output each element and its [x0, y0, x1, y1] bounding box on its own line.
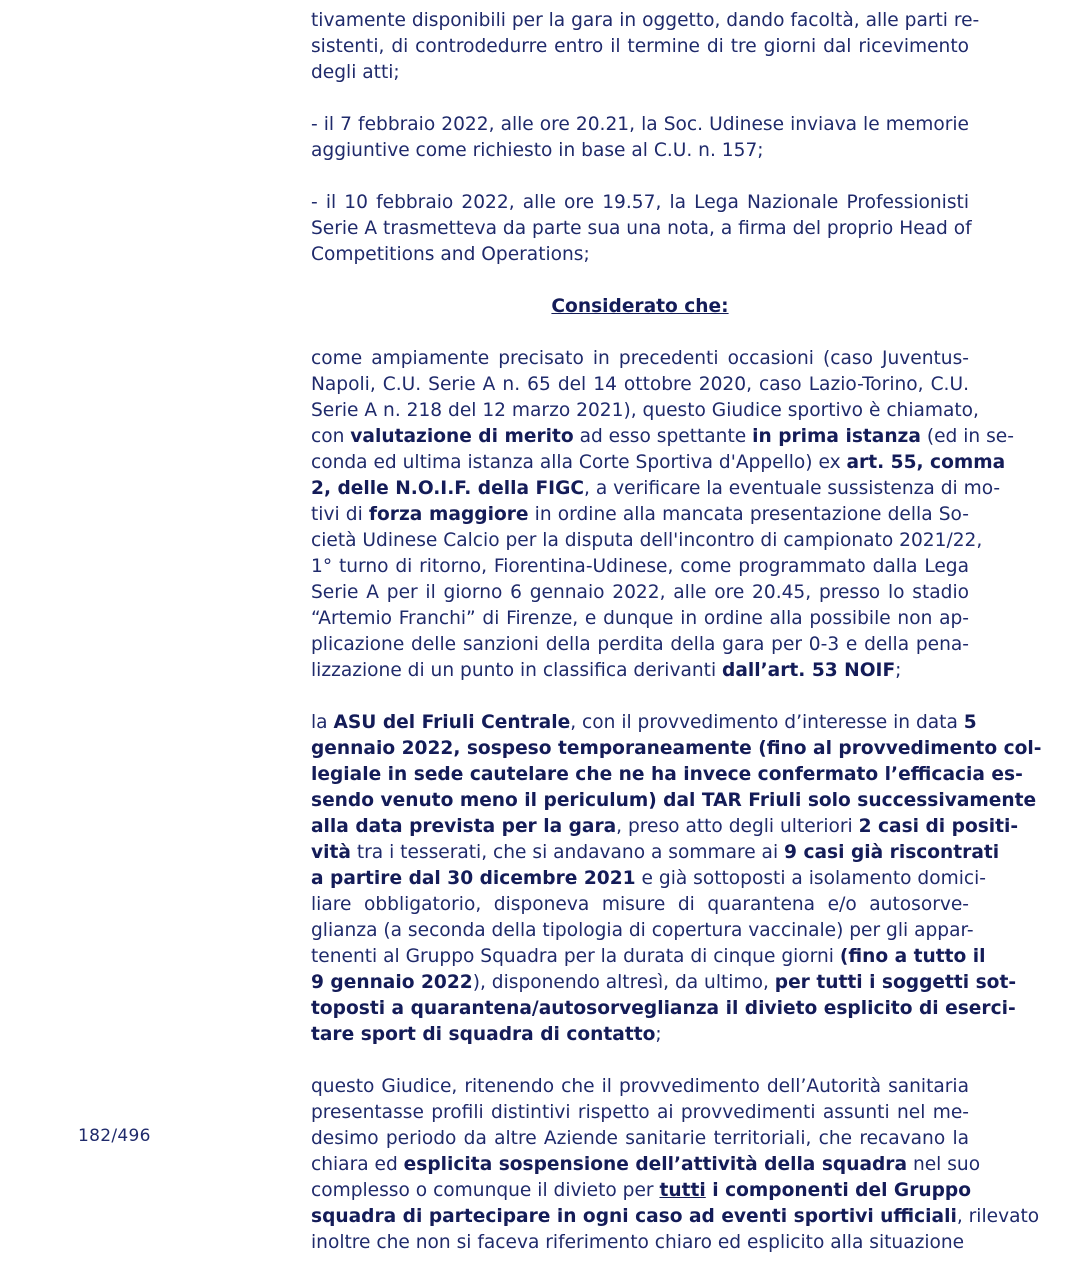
- bold-text: valutazione di merito: [350, 426, 574, 447]
- text-run: cietà Udinese Calcio per la disputa dell'incontro di campionato 2021/22,: [311, 530, 983, 551]
- bold-text: esplicita sospensione dell’attività della squadra: [403, 1154, 908, 1175]
- bold-text: forza maggiore: [368, 504, 529, 525]
- paragraph: [311, 190, 972, 268]
- text-run: glianza (a seconda della tipologia di copertura vaccinale) per gli appar-: [311, 920, 974, 941]
- text-run: presentasse profili distintivi rispetto ai provvedimenti assunti nel me-: [311, 1102, 969, 1123]
- text-line: [311, 502, 969, 528]
- paragraph: [311, 8, 980, 86]
- paragraph-gap: [311, 164, 969, 190]
- text-line: [311, 892, 969, 918]
- text-run: ), disponendo altresì, da ultimo,: [472, 972, 775, 993]
- bold-text: 9 gennaio 2022: [311, 972, 473, 993]
- text-line: [311, 762, 1023, 788]
- text-line: [311, 112, 969, 138]
- bold-text: 2, delle N.O.I.F. della FIGC: [311, 478, 585, 499]
- bold-text: tutti: [659, 1180, 706, 1201]
- text-run: tra i tesserati, che si andavano a sommare ai: [350, 842, 785, 863]
- bold-text: 9 casi già riscontrati: [784, 842, 1000, 863]
- text-line: [311, 918, 974, 944]
- bold-text: i componenti del Gruppo: [705, 1180, 971, 1201]
- bold-text: squadra di partecipare in ogni caso ad eventi sportivi ufficiali: [311, 1206, 957, 1227]
- text-run: inoltre che non si faceva riferimento chiaro ed esplicito alla situazione: [311, 1232, 965, 1253]
- section-heading: Considerato che:: [551, 296, 729, 317]
- bold-text: dall’art. 53 NOIF: [722, 660, 896, 681]
- text-run: tivamente disponibili per la gara in oggetto, dando facoltà, alle parti re-: [311, 10, 980, 31]
- text-line: [311, 606, 969, 632]
- paragraph: [311, 710, 1042, 1048]
- text-line: [311, 346, 969, 372]
- bold-text: legiale in sede cautelare che ne ha invece confermato l’efficacia es-: [311, 764, 1023, 785]
- text-line: [311, 424, 1014, 450]
- text-line: [311, 372, 969, 398]
- text-line: [311, 528, 983, 554]
- paragraph-gap: [311, 268, 969, 294]
- text-line: [311, 242, 969, 268]
- paragraph: [311, 112, 969, 164]
- text-run: questo Giudice, ritenendo che il provvedimento dell’Autorità sanitaria: [311, 1076, 969, 1097]
- text-run: tivi di: [311, 504, 369, 525]
- text-run: , rilevato: [956, 1206, 1040, 1227]
- text-line: [311, 840, 1000, 866]
- text-line: [311, 866, 986, 892]
- text-run: aggiuntive come richiesto in base al C.U. n. 157;: [311, 140, 764, 161]
- text-line: [311, 580, 969, 606]
- text-run: come ampiamente precisato in precedenti occasioni (caso Juventus-: [311, 348, 969, 369]
- text-line: [311, 944, 986, 970]
- text-run: (ed in se-: [920, 426, 1014, 447]
- text-run: ad esso spettante: [573, 426, 753, 447]
- paragraph: [311, 1074, 1040, 1256]
- text-line: [311, 814, 1019, 840]
- bold-text: 2 casi di positi-: [858, 816, 1019, 837]
- text-line: [311, 398, 979, 424]
- text-line: [311, 1152, 981, 1178]
- text-run: Competitions and Operations;: [311, 244, 590, 265]
- bold-text: art. 55, comma: [846, 452, 1006, 473]
- text-line: [311, 736, 1042, 762]
- text-line: [311, 710, 977, 736]
- bold-text: vità: [311, 842, 351, 863]
- text-line: [311, 658, 969, 684]
- text-line: [311, 970, 1017, 996]
- text-run: la: [311, 712, 334, 733]
- text-line: [311, 216, 972, 242]
- text-run: chiara ed: [311, 1154, 404, 1175]
- text-run: Serie A n. 218 del 12 marzo 2021), questo Giudice sportivo è chiamato,: [311, 400, 979, 421]
- text-run: “Artemio Franchi” di Firenze, e dunque in ordine alla possibile non ap-: [311, 608, 969, 629]
- bold-text: gennaio 2022, sospeso temporaneamente (fino al provvedimento col-: [311, 738, 1042, 759]
- text-run: lizzazione di un punto in classifica derivanti: [311, 660, 723, 681]
- text-line: [311, 138, 969, 164]
- text-line: [311, 190, 969, 216]
- text-run: nel suo: [907, 1154, 981, 1175]
- text-line: [311, 632, 969, 658]
- text-line: [311, 60, 969, 86]
- text-run: tenenti al Gruppo Squadra per la durata di cinque giorni: [311, 946, 840, 967]
- paragraph-gap: [311, 320, 969, 346]
- text-run: sistenti, di controdedurre entro il termine di tre giorni dal ricevimento: [311, 36, 969, 57]
- text-line: [311, 996, 1016, 1022]
- page-number: 182/496: [78, 1126, 151, 1146]
- text-run: con: [311, 426, 351, 447]
- text-line: [311, 554, 969, 580]
- text-run: ;: [895, 660, 902, 681]
- text-run: complesso o comunque il divieto per: [311, 1180, 660, 1201]
- text-line: [311, 1100, 969, 1126]
- text-run: Napoli, C.U. Serie A n. 65 del 14 ottobre 2020, caso Lazio-Torino, C.U.: [311, 374, 969, 395]
- bold-text: 5: [963, 712, 977, 733]
- paragraph-gap: [311, 86, 969, 112]
- text-line: [311, 1022, 969, 1048]
- text-run: ;: [655, 1024, 662, 1045]
- text-line: [311, 1178, 969, 1204]
- bold-text: toposti a quarantena/autosorveglianza il divieto esplicito di eserci-: [311, 998, 1016, 1019]
- paragraph: [311, 346, 1014, 684]
- text-run: , preso atto degli ulteriori: [616, 816, 859, 837]
- text-line: [311, 450, 1006, 476]
- document-body: [311, 8, 1042, 1256]
- text-line: [311, 8, 980, 34]
- bold-text: per tutti i soggetti sot-: [774, 972, 1017, 993]
- paragraph-gap: [311, 684, 969, 710]
- text-run: conda ed ultima istanza alla Corte Sportiva d'Appello) ex: [311, 452, 847, 473]
- text-run: in ordine alla mancata presentazione della So-: [528, 504, 969, 525]
- text-run: 1° turno di ritorno, Fiorentina-Udinese, come programmato dalla Lega: [311, 556, 969, 577]
- text-line: [311, 1074, 969, 1100]
- bold-text: sendo venuto meno il periculum) dal TAR Friuli solo successivamente: [311, 790, 1037, 811]
- text-line: [311, 788, 1037, 814]
- bold-text: (fino a tutto il: [839, 946, 986, 967]
- text-run: plicazione delle sanzioni della perdita della gara per 0-3 e della pena-: [311, 634, 969, 655]
- bold-text: tare sport di squadra di contatto: [311, 1024, 656, 1045]
- paragraph-gap: [311, 1048, 969, 1074]
- text-line: [311, 1126, 969, 1152]
- text-run: , con il provvedimento d’interesse in data: [570, 712, 964, 733]
- text-run: e già sottoposti a isolamento domici-: [635, 868, 986, 889]
- text-line: [311, 1204, 1040, 1230]
- text-run: Serie A trasmetteva da parte sua una nota, a firma del proprio Head of: [311, 218, 972, 239]
- text-run: Serie A per il giorno 6 gennaio 2022, alle ore 20.45, presso lo stadio: [311, 582, 969, 603]
- text-run: - il 7 febbraio 2022, alle ore 20.21, la Soc. Udinese inviava le memorie: [311, 114, 969, 135]
- bold-text: a partire dal 30 dicembre 2021: [311, 868, 636, 889]
- text-run: , a verificare la eventuale sussistenza di mo-: [584, 478, 1001, 499]
- text-run: desimo periodo da altre Aziende sanitarie territoriali, che recavano la: [311, 1128, 969, 1149]
- bold-text: ASU del Friuli Centrale: [333, 712, 571, 733]
- text-run: degli atti;: [311, 62, 400, 83]
- text-line: [311, 476, 1001, 502]
- text-run: - il 10 febbraio 2022, alle ore 19.57, la Lega Nazionale Professionisti: [311, 192, 969, 213]
- bold-text: alla data prevista per la gara: [311, 816, 617, 837]
- text-line: [311, 34, 969, 60]
- bold-text: in prima istanza: [752, 426, 921, 447]
- text-run: liare obbligatorio, disponeva misure di quarantena e/o autosorve-: [311, 894, 969, 915]
- text-line: [311, 1230, 969, 1256]
